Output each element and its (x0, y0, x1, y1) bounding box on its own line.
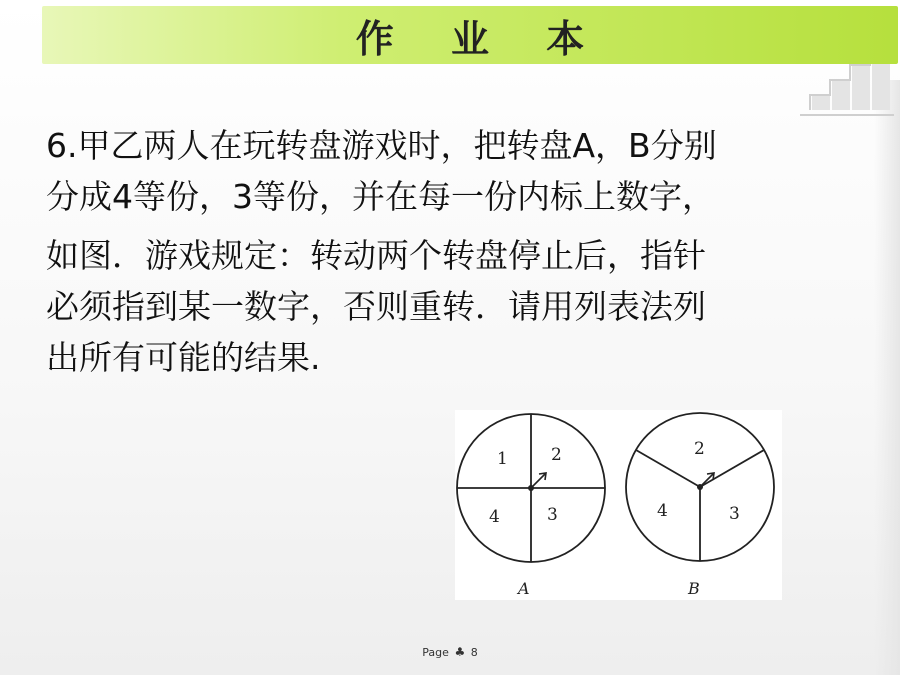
spinner-figure (455, 410, 782, 600)
problem-line: 如图．游戏规定：转动两个转盘停止后，指针 (46, 236, 706, 275)
spinner-b-number: 4 (657, 501, 668, 521)
spinner-diagram (455, 410, 782, 600)
problem-line: 出所有可能的结果. (46, 338, 321, 377)
problem-line: 6.甲乙两人在玩转盘游戏时，把转盘A，B分别 (46, 126, 717, 165)
spinner-b (626, 413, 774, 598)
spinner-a-pointer-icon (531, 473, 546, 488)
problem-line: 必须指到某一数字，否则重转．请用列表法列 (46, 287, 706, 326)
spinner-b-number: 2 (694, 439, 705, 459)
club-icon: ♣ (454, 645, 466, 659)
slide-right-edge-shade (874, 80, 900, 675)
page-footer (0, 645, 900, 659)
spinner-b-number: 3 (729, 504, 740, 524)
spinner-a-number: 2 (551, 445, 562, 465)
spinner-b-divider (700, 450, 764, 487)
spinner-a (457, 414, 605, 598)
page-label: Page (422, 646, 449, 659)
spinner-a-number: 1 (497, 449, 508, 469)
spinner-b-label: B (688, 579, 700, 598)
problem-line: 分成4等份，3等份，并在每一份内标上数字， (46, 177, 715, 216)
spinner-a-label: A (518, 579, 530, 598)
spinner-b-divider (636, 450, 700, 487)
page-number: 8 (470, 646, 478, 659)
spinner-a-number: 4 (489, 507, 500, 527)
problem-text (46, 120, 856, 383)
title-banner (42, 6, 898, 64)
page-title: 作 业 本 (355, 15, 607, 61)
spinner-a-number: 3 (547, 505, 558, 525)
